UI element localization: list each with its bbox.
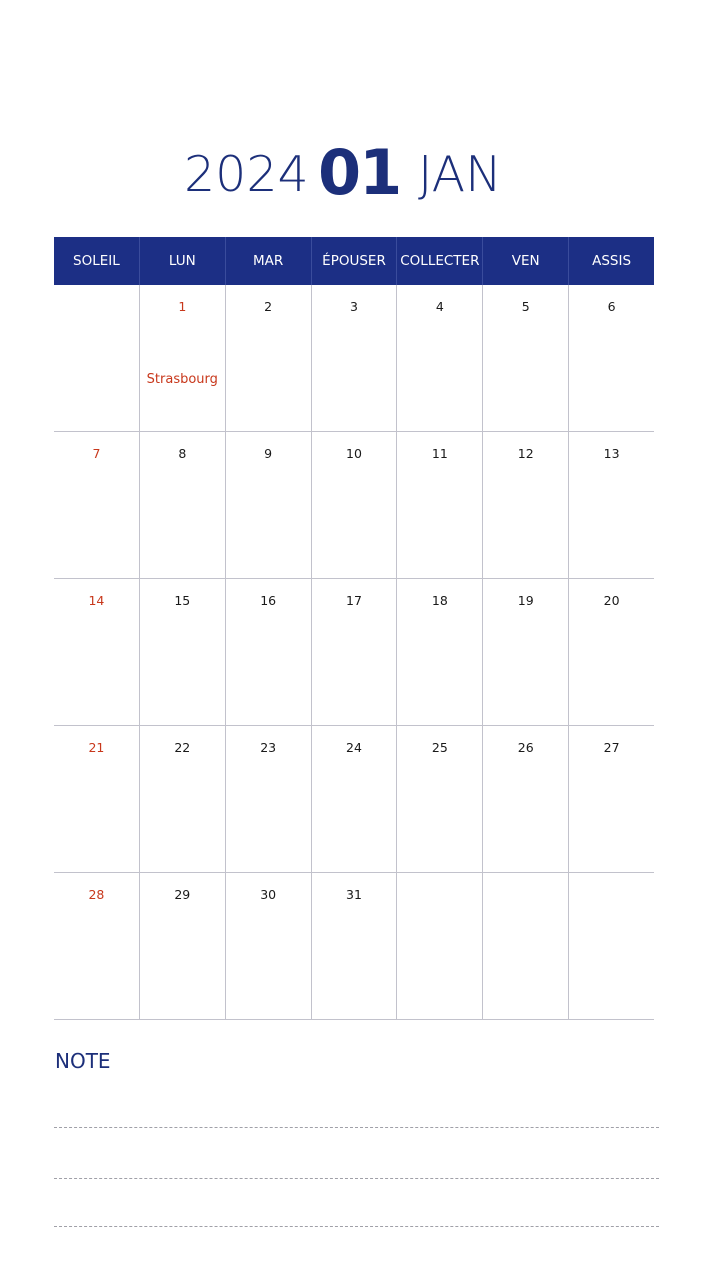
day-cell[interactable] bbox=[226, 726, 312, 872]
day-cell[interactable] bbox=[569, 285, 654, 431]
day-cell[interactable] bbox=[569, 726, 654, 872]
holiday-event-label: Strasbourg bbox=[146, 372, 218, 387]
day-cell[interactable] bbox=[483, 579, 569, 725]
day-number: 7 bbox=[92, 446, 101, 461]
day-cell[interactable] bbox=[226, 432, 312, 578]
day-cell[interactable] bbox=[483, 285, 569, 431]
weekday-wednesday: ÉPOUSER bbox=[312, 237, 398, 285]
day-number: 22 bbox=[174, 740, 191, 755]
calendar-grid bbox=[54, 237, 654, 1020]
day-cell[interactable] bbox=[140, 285, 226, 431]
day-number: 31 bbox=[346, 887, 362, 902]
day-number: 11 bbox=[431, 446, 448, 461]
day-number: 26 bbox=[517, 740, 534, 755]
day-cell[interactable] bbox=[483, 432, 569, 578]
weekday-header bbox=[54, 237, 654, 285]
day-number: 27 bbox=[603, 740, 620, 755]
day-number: 16 bbox=[260, 593, 277, 608]
day-cell[interactable] bbox=[54, 873, 140, 1019]
day-number: 29 bbox=[174, 887, 191, 902]
day-cell[interactable] bbox=[226, 579, 312, 725]
day-number: 19 bbox=[517, 593, 534, 608]
day-cell[interactable] bbox=[54, 432, 140, 578]
weekday-sunday: SOLEIL bbox=[54, 237, 140, 285]
day-number: 1 bbox=[178, 299, 187, 314]
day-cell[interactable] bbox=[226, 873, 312, 1019]
week-row bbox=[54, 579, 654, 726]
week-row bbox=[54, 726, 654, 873]
day-number: 8 bbox=[178, 446, 187, 461]
day-cell[interactable] bbox=[397, 579, 483, 725]
day-cell[interactable] bbox=[54, 579, 140, 725]
day-number: 6 bbox=[607, 299, 616, 314]
day-number: 5 bbox=[521, 299, 530, 314]
day-cell[interactable] bbox=[140, 726, 226, 872]
day-number: 17 bbox=[346, 593, 362, 608]
empty-day-cell bbox=[54, 285, 140, 431]
calendar-title bbox=[0, 136, 705, 210]
day-cell[interactable] bbox=[397, 726, 483, 872]
weeks-container bbox=[54, 285, 654, 1020]
day-number: 3 bbox=[350, 299, 358, 314]
day-number: 30 bbox=[260, 887, 277, 902]
day-number: 10 bbox=[346, 446, 362, 461]
day-number: 20 bbox=[603, 593, 620, 608]
day-number: 4 bbox=[435, 299, 444, 314]
day-cell[interactable] bbox=[397, 432, 483, 578]
day-cell[interactable] bbox=[226, 285, 312, 431]
week-row bbox=[54, 873, 654, 1020]
day-cell[interactable] bbox=[312, 579, 398, 725]
weekday-friday: VEN bbox=[483, 237, 569, 285]
day-cell[interactable] bbox=[569, 432, 654, 578]
day-number: 28 bbox=[88, 887, 105, 902]
day-number: 12 bbox=[517, 446, 534, 461]
day-cell[interactable] bbox=[140, 579, 226, 725]
empty-day-cell bbox=[569, 873, 654, 1019]
day-cell[interactable] bbox=[140, 432, 226, 578]
day-number: 25 bbox=[431, 740, 448, 755]
day-cell[interactable] bbox=[54, 726, 140, 872]
note-line[interactable] bbox=[54, 1226, 659, 1227]
day-cell[interactable] bbox=[140, 873, 226, 1019]
day-number: 9 bbox=[264, 446, 273, 461]
day-number: 2 bbox=[264, 299, 273, 314]
day-cell[interactable] bbox=[397, 285, 483, 431]
year-label: 2024 bbox=[184, 146, 309, 203]
empty-day-cell bbox=[483, 873, 569, 1019]
month-number: 01 bbox=[318, 136, 401, 209]
day-number: 23 bbox=[260, 740, 277, 755]
day-number: 24 bbox=[346, 740, 362, 755]
note-line[interactable] bbox=[54, 1178, 659, 1179]
week-row bbox=[54, 285, 654, 432]
weekday-saturday: ASSIS bbox=[592, 253, 632, 269]
day-cell[interactable] bbox=[312, 873, 398, 1019]
weekday-thursday: COLLECTER bbox=[397, 237, 483, 285]
day-cell[interactable] bbox=[483, 726, 569, 872]
day-number: 14 bbox=[88, 593, 105, 608]
weekday-tuesday: MAR bbox=[226, 237, 312, 285]
day-number: 18 bbox=[431, 593, 448, 608]
week-row bbox=[54, 432, 654, 579]
day-cell[interactable] bbox=[312, 285, 398, 431]
note-line[interactable] bbox=[54, 1127, 659, 1128]
day-cell[interactable] bbox=[312, 432, 398, 578]
day-cell[interactable] bbox=[569, 579, 654, 725]
day-number: 21 bbox=[88, 740, 105, 755]
day-number: 13 bbox=[603, 446, 620, 461]
note-label: NOTE bbox=[55, 1049, 111, 1073]
empty-day-cell bbox=[397, 873, 483, 1019]
month-name: JAN bbox=[418, 146, 502, 203]
weekday-monday: LUN bbox=[140, 237, 226, 285]
day-cell[interactable] bbox=[312, 726, 398, 872]
day-number: 15 bbox=[174, 593, 191, 608]
